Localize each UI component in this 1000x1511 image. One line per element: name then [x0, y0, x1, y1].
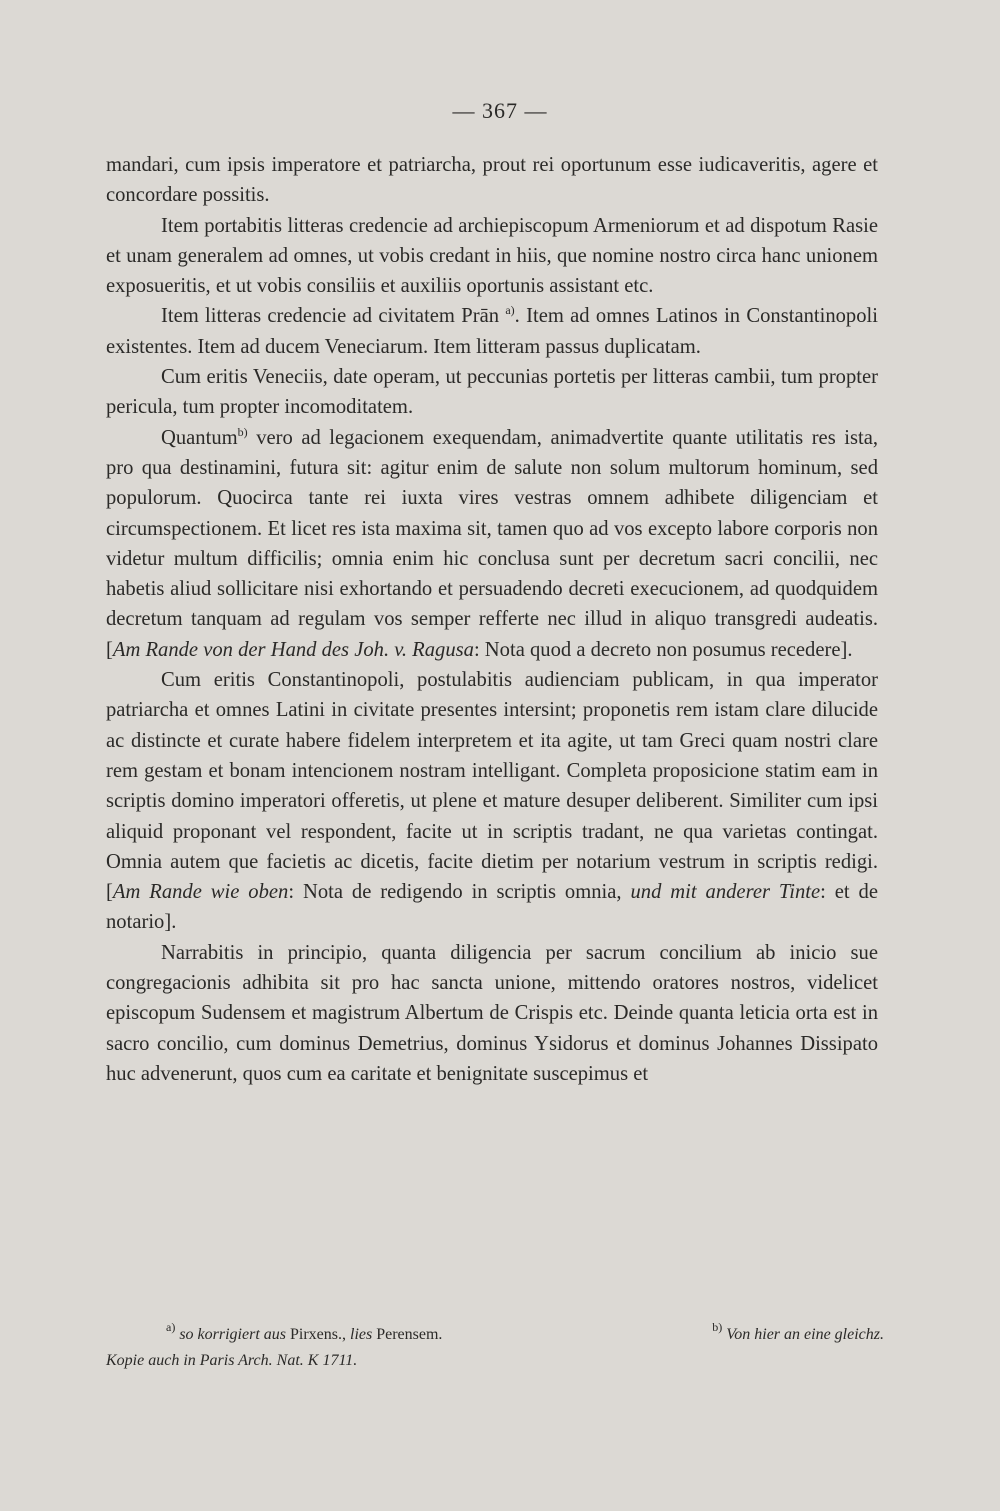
footnote-a-em-1: so korrigiert aus: [179, 1326, 286, 1343]
main-text: [106, 150, 878, 1089]
footnotes: [106, 1322, 884, 1374]
paragraph-5: [106, 423, 878, 665]
footnote-b: [712, 1322, 884, 1348]
footnote-a-text-2: Perensem.: [376, 1326, 443, 1343]
footnote-a-mark: a): [166, 1320, 176, 1334]
paragraph-6-text-a: Cum eritis Constantinopoli, postulabitis audienciam publicam, in qua imperator patriarcha et omnes Latini in civitate presentes intersint; proponetis rem istam clare dilucide ac distincte et curate habere fidelem interpretem et ita agite, ut tam Greci quam nostri clare rem gestam et bonam intencionem nostram intelligant. Completa proposicione statim eam in scriptis domino imperatori offeretis, ut plene et mature desuper deliberent. Similiter cum ipsi aliquid proponant vel respondent, facite ut in scriptis tradant, ne qua varietas contingat. Omnia autem que facietis ac dicetis, facite dietim per notarium vestrum in scriptis redigi. [: [106, 669, 878, 904]
paragraph-6: [106, 665, 878, 938]
paragraph-4: Cum eritis Veneciis, date operam, ut peccunias portetis per litteras cambii, tum propter pericula, tum propter incomoditatem.: [106, 366, 878, 419]
footnote-a: [106, 1320, 443, 1343]
paragraph-6-text-c: : et de notario].: [106, 881, 878, 934]
footnote-b-mark: b): [712, 1320, 723, 1334]
marginal-note-wie-oben: Am Rande wie oben: [112, 881, 289, 904]
footnote-a-text-1: Pirxens.,: [290, 1326, 346, 1343]
marginal-note-ragusa: Am Rande von der Hand des Joh. v. Ragusa: [112, 638, 474, 661]
footnote-b-line-2: Kopie auch in Paris Arch. Nat. K 1711.: [106, 1352, 358, 1369]
paragraph-3-text-b: . Item ad omnes Latinos in Constantinopoli existentes. Item ad ducem Veneciarum. Item litteram passus duplicatam.: [106, 305, 878, 358]
footnote-line-1: [106, 1322, 884, 1348]
paragraph-3: [106, 301, 878, 362]
paragraph-1: mandari, cum ipsis imperatore et patriarcha, prout rei oportunum esse iudicaveritis, agere et concordare possitis.: [106, 154, 878, 207]
paragraph-2: Item portabitis litteras credencie ad archiepiscopum Armeniorum et ad dispotum Rasie et unam generalem ad omnes, ut vobis credant in hiis, que nomine nostro circa hanc unionem exposueritis, et ut vobis consiliis et auxiliis oportunis assistant etc.: [106, 214, 878, 298]
footnote-ref-a: a): [505, 303, 515, 318]
paragraph-5-text-c: : Nota quod a decreto non posumus recedere].: [473, 638, 853, 661]
paragraph-6-text-b: : Nota de redigendo in scriptis omnia,: [288, 881, 631, 904]
page-number: — 367 —: [452, 98, 548, 123]
footnote-a-em-2: lies: [350, 1326, 373, 1343]
footnote-b-line-1: Von hier an eine gleichz.: [726, 1326, 884, 1343]
footnote-ref-b: b): [237, 424, 248, 439]
paragraph-3-text-a: Item litteras credencie ad civitatem Prān: [161, 305, 500, 328]
paragraph-5-text-b: vero ad legacionem exequendam, animadvertite quante utilitatis res ista, pro qua destinamini, futura sit: agitur enim de salute non solum multorum hominum, sed populorum. Quocirca tante rei iuxta vires vestras omnem adhibete diligenciam et circumspectionem. Et licet res ista maxima sit, tamen quo ad vos excepto labore corporis non videtur multum difficilis; omnia enim hic conclusa sunt per decretum sacri concilii, nec habetis aliud sollicitare nisi exhortando et persuadendo decreti execucionem, ad quodquidem decretum tanquam ad regulam vos semper refferte nec illud in aliquo transgredi audeatis. [: [106, 426, 878, 661]
paragraph-5-text-a: Quantum: [161, 426, 238, 449]
marginal-note-tinte: und mit anderer Tinte: [630, 881, 821, 904]
paragraph-7: Narrabitis in principio, quanta diligencia per sacrum concilium ab inicio sue congregacionis adhibita sit pro hac sancta unione, mittendo oratores nostros, videlicet episcopum Sudensem et magistrum Albertum de Crispis etc. Deinde quanta leticia orta est in sacro concilio, cum dominus Demetrius, dominus Ysidorus et dominus Johannes Dissipato huc advenerunt, quos cum ea caritate et benignitate suscepimus et: [106, 941, 878, 1085]
